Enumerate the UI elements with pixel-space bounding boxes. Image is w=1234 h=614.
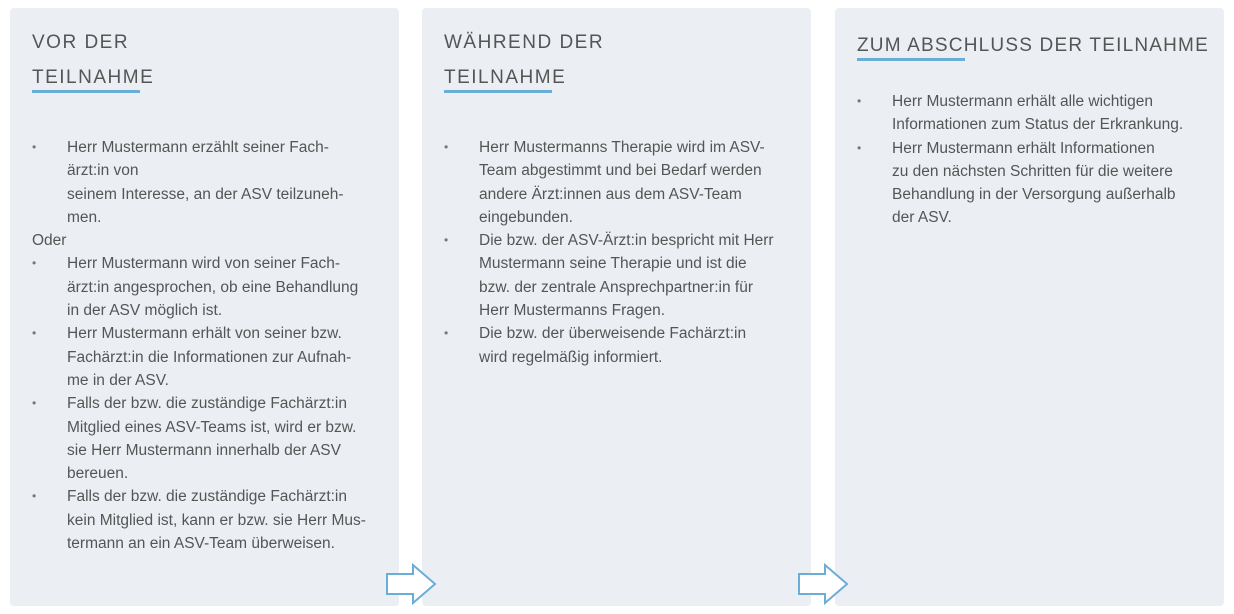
column-title: ZUM ABSCHLUSS DER TEILNAHME: [857, 35, 1209, 56]
bullet-icon: •: [32, 326, 37, 341]
text-line: sie Herr Mustermann innerhalb der ASV: [67, 441, 341, 459]
list-item: [32, 136, 385, 229]
text-line: Herr Mustermanns Therapie wird im ASV-: [479, 139, 765, 156]
bullet-icon: •: [32, 256, 37, 271]
text-line: Die bzw. der überweisende Fachärzt:in: [479, 325, 747, 343]
text-line: Informationen zum Status der Erkrankung.: [892, 116, 1184, 134]
text-line: kein Mitglied ist, kann er bzw. sie Herr Mus-: [67, 511, 366, 529]
text-line: ärzt:in angesprochen, ob eine Behandlung: [67, 278, 359, 296]
bullet-icon: •: [32, 489, 37, 504]
list-item: [857, 137, 1210, 230]
title-line-2: TEILNAHME: [444, 67, 567, 88]
text-line: Herr Mustermanns Fragen.: [479, 302, 666, 320]
bullet-icon: •: [444, 233, 449, 248]
bullet-icon: •: [857, 94, 862, 108]
bullet-icon: •: [32, 140, 37, 154]
text-line: Behandlung in der Versorgung außerhalb: [892, 186, 1176, 204]
text-line: Die bzw. der ASV-Ärzt:in bespricht mit Herr: [479, 232, 774, 250]
text-line: Fachärzt:in die Informationen zur Aufnah-: [67, 348, 352, 366]
text-line: andere Ärzt:innen aus dem ASV-Team: [479, 185, 742, 203]
text-line: Mitglied eines ASV-Teams ist, wird er bzw.: [67, 418, 357, 436]
title-underline: [32, 90, 140, 93]
text-line: seinem Interesse, an der ASV teilzuneh-: [67, 185, 344, 203]
bullet-list: [32, 136, 385, 229]
list-item: [32, 322, 385, 392]
text-line: Falls der bzw. die zuständige Fachärzt:in: [67, 488, 347, 506]
title-line-1: WÄHREND DER: [444, 32, 605, 53]
text-line: der ASV.: [892, 209, 952, 227]
text-line: in der ASV möglich ist.: [67, 302, 223, 320]
column-content: [32, 136, 385, 555]
column-content: [444, 136, 797, 369]
arrow-right-outline-icon: [385, 563, 437, 605]
bullet-list: [857, 90, 1210, 230]
arrow-right-outline-icon: [797, 563, 849, 605]
bullet-icon: •: [444, 326, 449, 341]
bullet-list: [444, 136, 797, 369]
list-item: [857, 90, 1210, 137]
separator-text: Oder: [32, 232, 67, 250]
text-line: ärzt:in von: [67, 162, 139, 180]
bullet-list: [32, 252, 385, 555]
bullet-icon: •: [444, 140, 449, 154]
text-line: Herr Mustermann erhält alle wichtigen: [892, 93, 1154, 110]
text-line: eingebunden.: [479, 208, 573, 226]
text-line: Falls der bzw. die zuständige Fachärzt:in: [67, 395, 347, 413]
column-content: [857, 90, 1210, 230]
text-line: wird regelmäßig informiert.: [479, 348, 663, 366]
text-line: Herr Mustermann wird von seiner Fach-: [67, 255, 341, 273]
text-line: men.: [67, 208, 102, 226]
column-end-of-participation: [835, 8, 1224, 606]
bullet-icon: •: [32, 396, 37, 411]
title-underline: [857, 58, 965, 61]
text-line: Team abgestimmt und bei Bedarf werden: [479, 162, 762, 180]
column-title: [444, 25, 744, 95]
text-line: bereuen.: [67, 465, 129, 483]
text-line: me in der ASV.: [67, 371, 169, 389]
text-line: Herr Mustermann erhält von seiner bzw.: [67, 325, 342, 343]
text-line: Herr Mustermann erzählt seiner Fach-: [67, 139, 329, 156]
title-line-2: TEILNAHME: [32, 67, 155, 88]
list-item: [32, 392, 385, 485]
column-during-participation: [422, 8, 811, 606]
list-item: [444, 136, 797, 229]
list-item: [32, 252, 385, 322]
column-before-participation: [10, 8, 399, 606]
list-item: [32, 485, 385, 555]
text-line: termann an ein ASV-Team überweisen.: [67, 535, 335, 553]
title-line-1: VOR DER: [32, 32, 130, 53]
text-line: Mustermann seine Therapie und ist die: [479, 255, 747, 273]
text-line: bzw. der zentrale Ansprechpartner:in für: [479, 278, 753, 296]
title-underline: [444, 90, 552, 93]
column-title: [32, 25, 332, 95]
list-item: [444, 229, 797, 322]
text-line: Herr Mustermann erhält Informationen: [892, 139, 1155, 157]
bullet-icon: •: [857, 140, 862, 155]
list-item: [444, 322, 797, 369]
text-line: zu den nächsten Schritten für die weitere: [892, 162, 1173, 180]
